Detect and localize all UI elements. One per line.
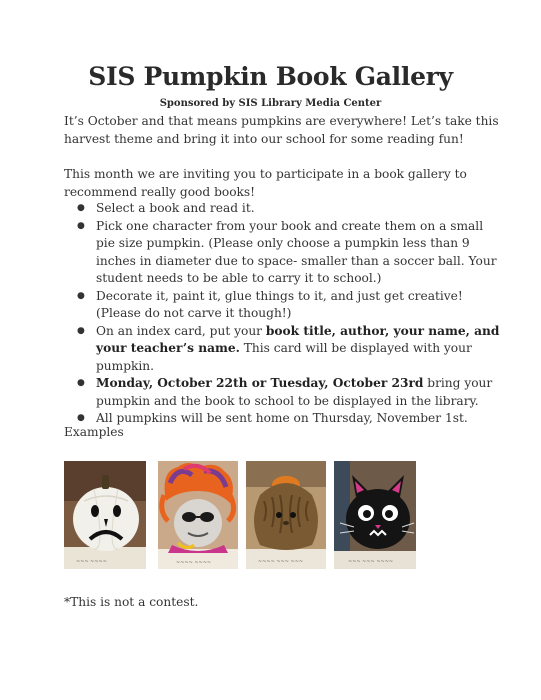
svg-text:~~~~ ~~~ ~~~: ~~~~ ~~~ ~~~: [258, 559, 304, 565]
list-item: [64, 375, 504, 410]
example-photo-white-pumpkin: [64, 461, 146, 569]
list-item-text: All pumpkins will be sent home on Thursday, November 1st.: [96, 411, 468, 425]
svg-text:~~~ ~~~ ~~~~: ~~~ ~~~ ~~~~: [348, 559, 394, 565]
list-item-text: Decorate it, paint it, glue things to it, and just get creative! (Please do not carve it though!): [96, 288, 463, 320]
list-item: [64, 200, 504, 218]
intro-paragraph: It’s October and that means pumpkins are everywhere! Let’s take this harvest theme and bring it into our school for some reading fun!: [64, 114, 499, 146]
list-item-bold: Monday, October 22th or Tuesday, October 23rd: [96, 376, 424, 390]
svg-text:~~~~ ~~~~: ~~~~ ~~~~: [176, 560, 212, 566]
footnote: *This is not a contest.: [64, 595, 199, 609]
list-item: [64, 323, 504, 376]
list-item: [64, 218, 504, 288]
list-item-text: This card will be displayed with your pumpkin.: [96, 341, 472, 373]
list-item-text: bring your pumpkin and the book to school to be displayed in the library.: [96, 376, 493, 408]
example-photo-black-cat-pumpkin: [334, 461, 416, 569]
list-item-text: Select a book and read it.: [96, 201, 255, 215]
example-photo-yarn-pumpkin: [246, 461, 326, 569]
page-title: SIS Pumpkin Book Gallery: [88, 62, 453, 91]
page-subtitle: Sponsored by SIS Library Media Center: [159, 98, 382, 109]
list-item: [64, 288, 504, 323]
invite-paragraph: This month we are inviting you to participate in a book gallery to recommend really good books!: [64, 167, 467, 199]
examples-label: Examples: [64, 425, 124, 439]
list-item: [64, 410, 504, 428]
list-item-bold: book title, author, your name, and your teacher’s name.: [96, 323, 500, 355]
svg-text:~~~ ~~~~: ~~~ ~~~~: [76, 559, 107, 565]
instruction-list: [64, 200, 504, 428]
list-item-text: On an index card, put your: [96, 323, 266, 338]
list-item-text: Pick one character from your book and create them on a small pie size pumpkin. (Please only choose a pumpkin less than 9 inches in diameter due to space- smaller than a soccer ball. Your student needs to be able to carry it to school.): [96, 218, 497, 285]
example-photo-wig-pumpkin: [158, 461, 238, 569]
